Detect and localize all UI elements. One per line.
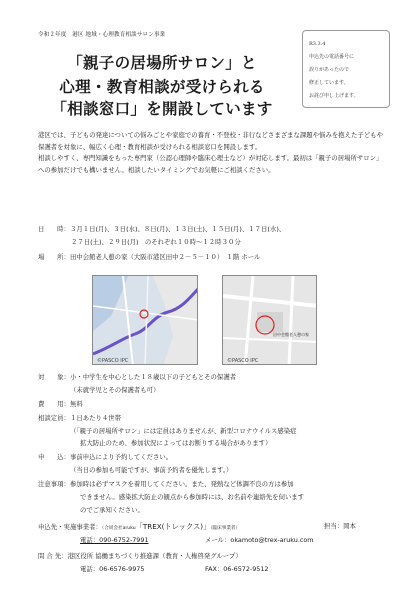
inquiry-phone[interactable]: 電話：06-6576-9975	[80, 565, 145, 573]
contact-phone[interactable]: 電話：090-6752-7991	[80, 536, 149, 544]
org-label: 申込先・実施事業者：	[38, 523, 102, 531]
location-map	[222, 275, 317, 365]
note-line: 申込先の電話番号に	[309, 54, 355, 60]
intro-text	[38, 130, 386, 176]
title-line-3: 「相談窓口」を開設しています	[51, 100, 273, 118]
marker-label: 田中会館老人憩の家	[273, 332, 309, 337]
intro-paragraph-1: 港区では、子どもの発達についての悩みごとや家庭での養育・不登校・非行などさまざまな課題や悩みを抱えた子どもや保護者を対象に、幅広く心理・教育相談が受けられる相談窓口を開設します。	[38, 131, 383, 151]
area-map	[92, 275, 198, 365]
inquiry-fax: FAX：06-6572-9512	[205, 565, 269, 573]
capacity-note-1: （「親子の居場所サロン」には定員はありませんが、新型コロナウイルス感染症	[70, 427, 297, 435]
capacity-value: １日あたり４世帯	[69, 414, 122, 422]
fee-label: 費 用：	[38, 400, 70, 408]
correction-note	[302, 30, 390, 108]
apply-value: 事前申込により予約してください。	[69, 453, 173, 461]
date-label: 日 時：	[38, 225, 70, 233]
target-value: 小・中学生を中心とした１８歳以下の子どもとその保護者	[69, 373, 237, 381]
title-line-2: 心理・教育相談が受けられる	[59, 78, 265, 96]
notes-line-3: のでご承知ください。	[80, 506, 144, 514]
org-name: 「TREX(トレックス)」	[135, 522, 211, 531]
area-map-graphic	[93, 276, 198, 365]
notes-row	[38, 479, 294, 491]
place-value: 田中会館老人憩の家（大阪市港区田中２－５－１０） １階 ホール	[69, 253, 261, 261]
fee-value: 無料	[69, 400, 83, 408]
note-line: お詫び申し上げます。	[309, 93, 359, 99]
title-line-1: 「親子の居場所サロン」と	[67, 54, 257, 72]
date-line-2: ２７日(土)、２９日(月) のそれぞれ１０時〜１２時３０分	[71, 238, 241, 246]
note-line: 誤りがあったので	[309, 67, 349, 73]
capacity-row	[38, 413, 121, 425]
target-row	[38, 372, 236, 384]
date-row	[38, 224, 285, 236]
fee-row	[38, 399, 83, 411]
location-map-graphic	[223, 276, 317, 365]
notes-label: 注意事項：	[38, 480, 70, 488]
contact-email[interactable]: メール：okamoto@trex-aruku.com	[205, 536, 314, 544]
place-label: 場 所：	[38, 253, 70, 261]
note-line: 修正しています。	[309, 80, 349, 86]
intro-paragraph-2: 相談しやすく、専門知識をもった専門家（公認心理師や臨床心理士など）が対応します。最初は「親子の居場所サロン」への参加だけでも構いません。相談したいタイミングでお気軽にご相談ください。	[38, 154, 383, 174]
inquiry-row	[38, 551, 242, 563]
header-subtitle: 令和２年度 港区 地域・心理教育相談サロン事業	[38, 32, 166, 38]
notes-line-2: できません。感染拡大防止の観点から参加時には、お名前や連絡先を伺います	[80, 493, 305, 501]
note-line: R3.3.4	[309, 41, 326, 47]
apply-label: 申 込：	[38, 453, 70, 461]
target-note: （未就学児とその保護者も可）	[70, 386, 160, 394]
org-row	[38, 521, 240, 535]
apply-row	[38, 452, 172, 464]
date-line-1: ３月１日(月)、３日(水)、８日(月)、１３日(土)、１５日(月)、１７日(水)、	[69, 225, 286, 233]
org-suffix: （臨床事業者）	[210, 526, 241, 531]
inquiry-label: 問 合 先：	[38, 552, 68, 560]
target-label: 対 象：	[38, 373, 70, 381]
org-small: （合同会社aruku	[101, 526, 136, 531]
place-row	[38, 252, 260, 264]
inquiry-org: 港区役所 協働まちづくり推進課（教育・人権啓発グループ）	[67, 552, 242, 560]
capacity-note-2: 拡大防止のため、参加状況によってはお断りする場合があります）	[80, 439, 272, 447]
map-credit-right: ©PASCO IPC	[227, 358, 259, 364]
notes-line-1: 参加時は必ずマスクを着用してください。また、発熱など体調不良の方は参加	[69, 480, 294, 488]
capacity-label: 相談定員：	[38, 414, 70, 422]
apply-note: （当日の参加も可能ですが、事前予約者を優先します。）	[70, 466, 233, 474]
contact-person: 担当：岡本	[324, 522, 356, 530]
map-credit-left: ©PASCO IPC	[97, 358, 129, 364]
